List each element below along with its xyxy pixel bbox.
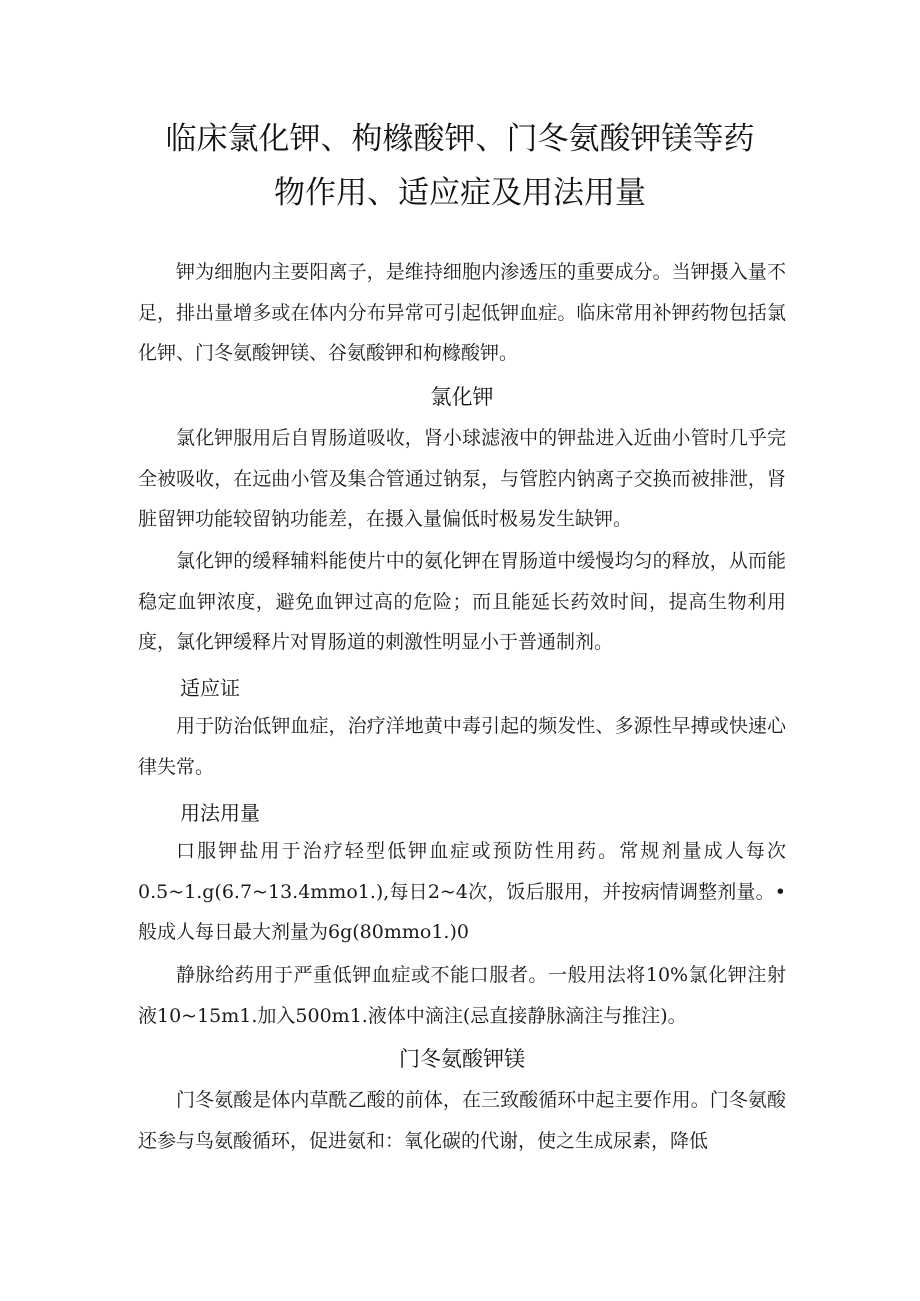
indication-heading: 适应证 [180,676,240,700]
usage-paragraph-1: 口服钾盐用于治疗轻型低钾血症或预防性用药。常规剂量成人每次0.5~1.g(6.7~13.4mmo1.),每日2~4次，饭后服用，并按病情调整剂量。•般成人每日最大剂量为6g(80mmo1.)0 [138,840,786,943]
usage-heading: 用法用量 [180,801,260,825]
aspartate-paragraph-1: 门冬氨酸是体内草酰乙酸的前体，在三致酸循环中起主要作用。门冬氨酸还参与鸟氨酸循环，促进氨和：氧化碳的代谢，使之生成尿素，降低 [138,1089,786,1152]
document-title [120,112,800,220]
kcl-paragraph-2: 氯化钾的缓释辅料能使片中的氨化钾在胃肠道中缓慢均匀的释放，从而能稳定血钾浓度，避免血钾过高的危险；而且能延长药效时间，提高生物利用度，氯化钾缓释片对胃肠道的刺激性明显小于普通制剂。 [138,550,786,653]
usage-paragraph-2: 静脉给药用于严重低钾血症或不能口服者。一般用法将10%氯化钾注射液10~15m1.加入500m1.液体中滴注(忌直接静脉滴注与推注)。 [138,964,786,1027]
section-heading-kcl: 氯化钾 [430,385,494,409]
title-line-2: 物作用、适应症及用法用量 [274,175,646,211]
indication-paragraph: 用于防治低钾血症，治疗洋地黄中毒引起的频发性、多源性早搏或快速心律失常。 [138,715,786,778]
intro-paragraph: 钾为细胞内主要阳离子，是维持细胞内渗透压的重要成分。当钾摄入量不足，排出量增多或在体内分布异常可引起低钾血症。临床常用补钾药物包括氯化钾、门冬氨酸钾镁、谷氨酸钾和枸橼酸钾。 [138,261,786,364]
title-line-1: 临床氯化钾、枸橼酸钾、门冬氨酸钾镁等药 [165,121,755,157]
kcl-paragraph-1: 氯化钾服用后自胃肠道吸收，肾小球滤液中的钾盐进入近曲小管时几乎完全被吸收，在远曲小管及集合管通过钠泵，与管腔内钠离子交换而被排泄，肾脏留钾功能较留钠功能差，在摄入量偏低时极易发生缺钾。 [138,427,786,530]
section-heading-aspartate: 门冬氨酸钾镁 [399,1047,525,1071]
